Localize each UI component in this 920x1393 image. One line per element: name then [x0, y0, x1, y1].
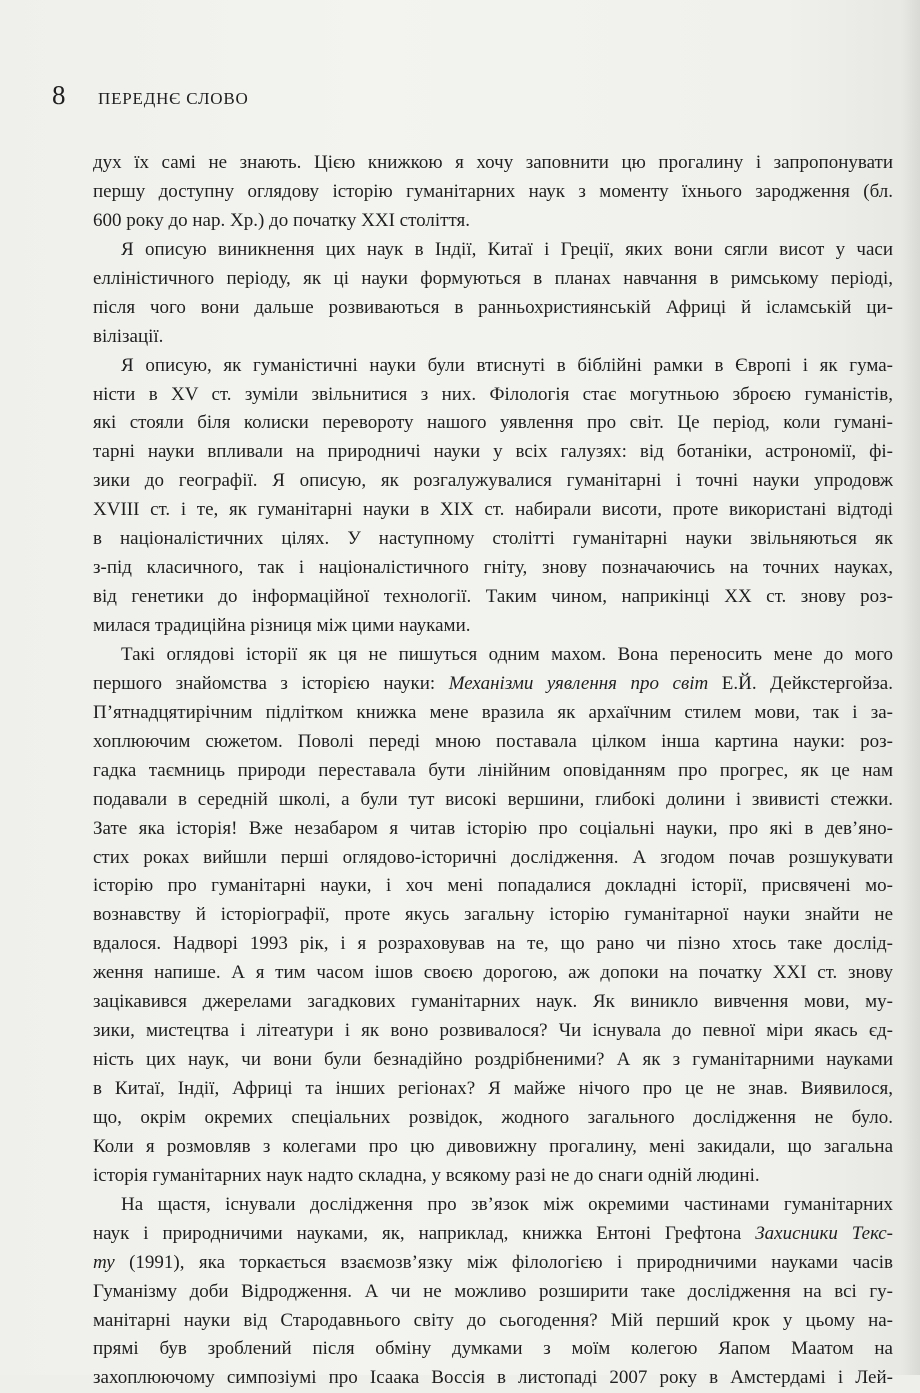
text-line — [93, 525, 893, 554]
italic-title: ту — [93, 1251, 115, 1273]
page-header — [52, 80, 249, 114]
text-line — [93, 438, 893, 467]
text-fragment: вознавству й історіографії, проте якусь загальну історію гуманітарної науки знайти не — [93, 904, 893, 926]
text-line — [93, 554, 893, 583]
text-line — [93, 728, 893, 757]
text-fragment: після чого вони дальше розвиваються в ранньохристиянській Африці й ісламській ци- — [93, 296, 893, 318]
page-number: 8 — [52, 80, 66, 110]
text-line — [93, 1191, 893, 1220]
text-line — [93, 583, 893, 612]
text-fragment: 600 року до нар. Хр.) до початку XXI століття. — [93, 209, 470, 231]
text-fragment: першого знайомства з історією науки: — [93, 672, 449, 694]
text-fragment: Зате яка історія! Вже незабаром я читав історію про соціальні науки, про які в дев’яно- — [93, 817, 893, 839]
text-line — [93, 1162, 893, 1191]
text-fragment: хоплюючим сюжетом. Поволі переді мною поставала цілком інша картина науки: роз- — [93, 730, 893, 752]
text-fragment: стих роках вийшли перші оглядово-історичні дослідження. А згодом почав розшукувати — [93, 846, 893, 868]
text-fragment: вдалося. Надворі 1993 рік, і я розраховував на те, що рано чи пізно хтось таке дослід- — [93, 933, 893, 955]
text-line — [93, 988, 893, 1017]
text-line — [93, 1335, 893, 1364]
text-line — [93, 872, 893, 901]
text-line — [93, 699, 893, 728]
text-line — [93, 959, 893, 988]
text-fragment: в Китаї, Індії, Африці та інших регіонах? Я майже нічого про це не знав. Виявилося, — [93, 1078, 893, 1099]
text-fragment: гадка таємниць природи переставала бути лінійним оповіданням про прогрес, як це нам — [93, 759, 893, 781]
body-text — [93, 149, 893, 1393]
text-line — [93, 612, 893, 641]
text-fragment: від генетики до інформаційної технології. Таким чином, наприкінці XX ст. знову роз- — [93, 586, 893, 608]
text-fragment: манітарні науки від Стародавнього світу до сьогодення? Мій перший крок у цьому на- — [93, 1309, 893, 1331]
text-line — [93, 815, 893, 844]
text-line — [93, 1364, 893, 1393]
text-fragment: захоплюючому симпозіумі про Ісаака Воссія в листопаді 2007 року в Амстердамі і Лей- — [93, 1367, 893, 1389]
text-line — [93, 901, 893, 930]
text-fragment: ністи в XV ст. зуміли звільнитися з них. Філологія стає могутньою зброєю гуманістів, — [93, 383, 893, 405]
text-fragment: вілізації. — [93, 325, 164, 347]
text-fragment: які стояли біля колиски перевороту нашого уявлення про світ. Це період, коли гумані- — [93, 412, 893, 434]
text-line — [93, 1046, 893, 1075]
text-fragment: зацікавився джерелами загадкових гуманітарних наук. Як виникло вивчення мови, му- — [93, 991, 893, 1013]
text-line — [93, 409, 893, 438]
text-line — [93, 149, 893, 178]
text-fragment: елліністичного періоду, як ці науки формуються в планах навчання в римському періоді, — [93, 267, 893, 289]
text-fragment: подавали в середній школі, а були тут високі вершини, глибокі долини і звивисті стежки. — [93, 788, 893, 810]
text-fragment: першу доступну оглядову історію гуманітарних наук з моменту їхнього зародження (бл. — [93, 180, 893, 202]
text-fragment: наук і природничими науками, як, наприклад, книжка Ентоні Грефтона — [93, 1222, 756, 1244]
text-line — [93, 641, 893, 670]
text-line — [93, 236, 893, 265]
text-line — [93, 1104, 893, 1133]
italic-title: Механізми уявлення про світ — [448, 672, 709, 694]
text-fragment: Е.Й. Дейкстергойза. — [708, 672, 893, 694]
text-line — [93, 844, 893, 873]
text-line — [93, 207, 893, 236]
text-line — [93, 1220, 893, 1249]
text-fragment: історію про гуманітарні науки, і хоч мені попадалися докладні історії, присвячені мо- — [93, 875, 893, 897]
text-line — [93, 178, 893, 207]
running-head: ПЕРЕДНЄ СЛОВО — [98, 89, 249, 108]
text-line — [93, 1249, 893, 1278]
text-line — [93, 294, 893, 323]
italic-title: Захисники Текс- — [755, 1222, 893, 1244]
text-line — [93, 757, 893, 786]
text-fragment: дух їх самі не знають. Цією книжкою я хочу заповнити цю прогалину і запропонувати — [93, 152, 893, 173]
text-line — [93, 381, 893, 410]
text-fragment: Я описую виникнення цих наук в Індії, Китаї і Греції, яких вони сягли висот у часи — [121, 238, 893, 260]
text-line — [93, 1307, 893, 1336]
text-fragment: зики до географії. Я описую, як розгалужувалися гуманітарні і точні науки упродовж — [93, 470, 893, 492]
text-fragment: Гуманізму доби Відродження. А чи не можливо розширити таке дослідження на всі гу- — [93, 1280, 893, 1302]
text-fragment: Я описую, як гуманістичні науки були втиснуті в біблійні рамки в Європі і як гума- — [121, 354, 893, 376]
text-fragment: ність цих наук, чи вони були безнадійно роздрібненими? А як з гуманітарними науками — [93, 1049, 893, 1071]
text-line — [93, 352, 893, 381]
text-fragment: П’ятнадцятирічним підлітком книжка мене вразила як архаїчним стилем мови, так і за- — [93, 701, 893, 723]
text-fragment: зики, мистецтва і літеатури і як воно розвивалося? Чи існувала до певної міри якась єд- — [93, 1020, 893, 1042]
text-line — [93, 1017, 893, 1046]
text-fragment: ження напише. А я тим часом ішов своєю дорогою, аж допоки на початку XXI ст. знову — [93, 962, 893, 984]
text-line — [93, 786, 893, 815]
text-fragment: Такі оглядові історії як ця не пишуться одним махом. Вона переносить мене до мого — [121, 643, 893, 665]
text-line — [93, 323, 893, 352]
text-fragment: в націоналістичних цілях. У наступному столітті гуманітарні науки звільняються як — [93, 528, 893, 550]
text-fragment: (1991), яка торкається взаємозв’язку між філологією і природничими науками часів — [114, 1251, 893, 1273]
text-fragment: Коли я розмовляв з колегами про цю дивовижну прогалину, мені закидали, що загальна — [93, 1135, 893, 1157]
text-line — [93, 467, 893, 496]
text-line — [93, 930, 893, 959]
text-fragment: На щастя, існували дослідження про зв’язок між окремими частинами гуманітарних — [121, 1193, 893, 1215]
text-fragment: XVIII ст. і те, як гуманітарні науки в XIX ст. набирали висоти, проте використані відтоді — [93, 499, 893, 521]
text-fragment: що, окрім окремих спеціальних розвідок, жодного загального дослідження не було. — [93, 1106, 893, 1128]
text-fragment: прямі був зроблений після обміну думками з моїм колегою Яапом Маатом на — [93, 1338, 893, 1360]
text-line — [93, 1133, 893, 1162]
text-line — [93, 670, 893, 699]
text-fragment: з-під класичного, так і націоналістичного гніту, знову позначаючись на точних науках, — [93, 557, 893, 579]
text-line — [93, 1278, 893, 1307]
text-line — [93, 265, 893, 294]
page-edge-shadow — [902, 0, 920, 1375]
text-line — [93, 1075, 893, 1104]
text-fragment: тарні науки впливали на природничі науки у всіх галузях: від ботаніки, астрономії, фі- — [93, 441, 893, 463]
text-line — [93, 496, 893, 525]
text-fragment: милася традиційна різниця між цими науками. — [93, 615, 471, 636]
text-fragment: історія гуманітарних наук надто складна, у всякому разі не до снаги одній людині. — [93, 1164, 760, 1186]
